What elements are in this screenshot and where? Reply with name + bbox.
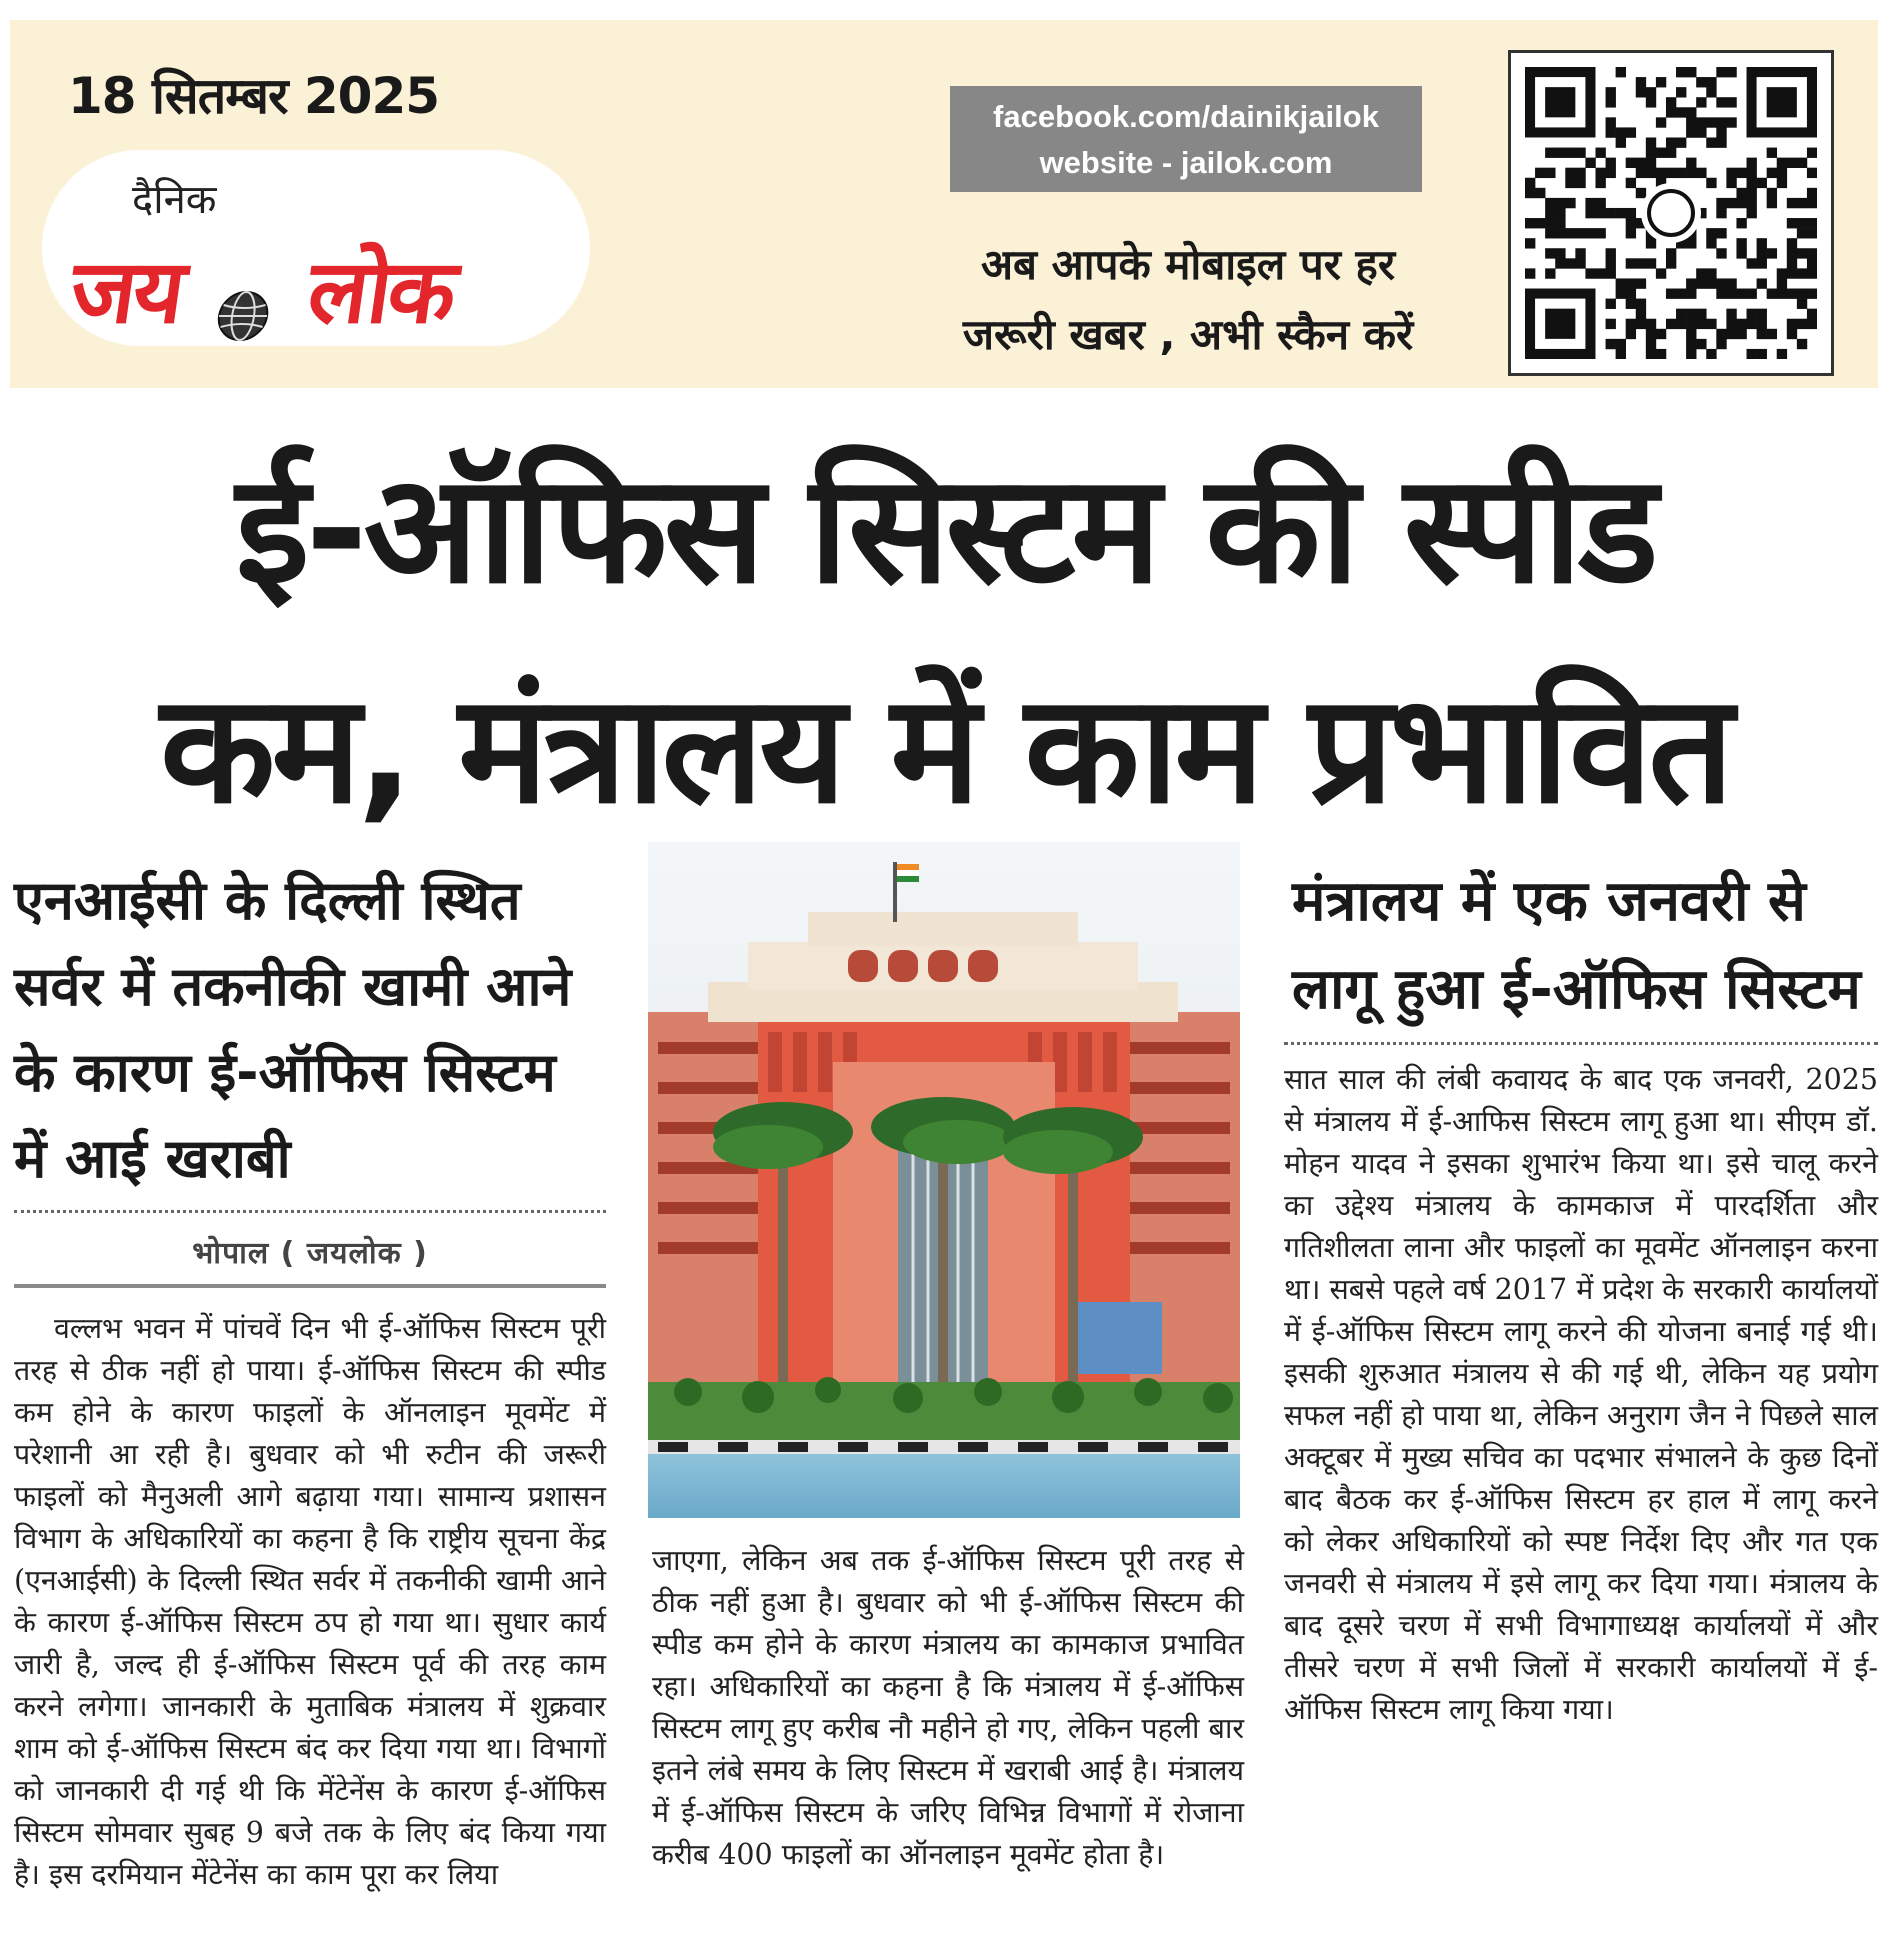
qr-pattern xyxy=(1525,67,1817,359)
globe-icon xyxy=(216,261,278,315)
right-story xyxy=(1284,858,1878,1731)
right-story-body: सात साल की लंबी कवायद के बाद एक जनवरी, 2025 से मंत्रालय में ई-आफिस सिस्टम लागू हुआ था। सीएम डॉ. मोहन यादव ने इसका शुभारंभ किया था। इसे चालू करने का उद्देश्य मंत्रालय के कामकाज में पारदर्शिता और गतिशीलता लाना और फाइलों का मूवमेंट ऑनलाइन करना था। सबसे पहले वर्ष 2017 में प्रदेश के सरकारी कार्यालयों में ई-ऑफिस सिस्टम लागू करने की योजना बनाई गई थी। इसकी शुरुआत मंत्रालय से की गई थी, लेकिन यह प्रयोग सफल नहीं हो पाया था, लेकिन अनुराग जैन ने पिछले साल अक्टूबर में मुख्य सचिव का पदभार संभालने के कुछ दिनों बाद बैठक कर ई-ऑफिस सिस्टम हर हाल में लागू करने को लेकर अधिकारियों को स्पष्ट निर्देश दिए और गत एक जनवरी से मंत्रालय में इसे लागू कर दिया गया। मंत्रालय के बाद दूसरे चरण में सभी विभागाध्यक्ष कार्यालयों में और तीसरे चरण में सभी जिलों में सरकारी कार्यालयों में ई-ऑफिस सिस्टम लागू किया गया। xyxy=(1284,1063,1878,1726)
logo-word-jai: जय xyxy=(64,240,190,343)
issue-date: 18 सितम्बर 2025 xyxy=(68,67,440,125)
scan-line-1: अब आपके मोबाइल पर हर xyxy=(980,240,1396,289)
logo-word-lok: लोक xyxy=(301,240,461,343)
dateline: भोपाल ( जयलोक ) xyxy=(192,1236,428,1271)
dotted-divider-right xyxy=(1284,1042,1878,1045)
scan-prompt xyxy=(928,230,1448,370)
headline-line-1: ई-ऑफिस सिस्टम की स्पीड xyxy=(235,443,1655,617)
masthead xyxy=(10,20,1878,388)
logo-main-text xyxy=(64,228,463,348)
left-story xyxy=(14,858,606,1896)
solid-divider xyxy=(14,1284,606,1288)
website-link[interactable]: website - jailok.com xyxy=(1039,145,1333,180)
headline-line-2: कम, मंत्रालय में काम प्रभावित xyxy=(160,663,1730,837)
social-links-box xyxy=(950,86,1422,192)
main-headline xyxy=(0,420,1890,860)
scan-line-2: जरूरी खबर , अभी स्कैन करें xyxy=(962,310,1414,359)
middle-story-body: जाएगा, लेकिन अब तक ई-ऑफिस सिस्टम पूरी तरह से ठीक नहीं हुआ है। बुधवार को भी ई-ऑफिस सिस्टम की स्पीड कम होने के कारण मंत्रालय का कामकाज प्रभावित रहा। अधिकारियों का कहना है कि मंत्रालय में ई-ऑफिस सिस्टम लागू हुए करीब नौ महीने हो गए, लेकिन पहली बार इतने लंबे समय के लिए सिस्टम में खराबी आई है। मंत्रालय में ई-ऑफिस सिस्टम के जरिए विभिन्न विभागों में रोजाना करीब 400 फाइलों का ऑनलाइन मूवमेंट होता है। xyxy=(652,1544,1244,1871)
middle-story xyxy=(652,1540,1244,1876)
mantralaya-building-photo xyxy=(648,842,1240,1518)
left-story-body: वल्लभ भवन में पांचवें दिन भी ई-ऑफिस सिस्टम पूरी तरह से ठीक नहीं हो पाया। ई-ऑफिस सिस्टम की स्पीड कम होने के कारण फाइलों के ऑनलाइन मूवमेंट में परेशानी आ रही है। बुधवार को भी रुटीन की जरूरी फाइलों को मैनुअली आगे बढ़ाया गया। सामान्य प्रशासन विभाग के अधिकारियों का कहना है कि राष्ट्रीय सूचना केंद्र (एनआईसी) के दिल्ली स्थित सर्वर में तकनीकी खामी आने के कारण ई-ऑफिस सिस्टम ठप हो गया था। सुधार कार्य जारी है, जल्द ही ई-ऑफिस सिस्टम पूर्व की तरह काम करने लगेगा। जानकारी के मुताबिक मंत्रालय में शुक्रवार शाम को ई-ऑफिस सिस्टम बंद कर दिया गया था। विभागों को जानकारी दी गई थी कि मेंटेनेंस के कारण ई-ऑफिस सिस्टम सोमवार सुबह 9 बजे तक के लिए बंद किया गया है। इस दरमियान मेंटेनेंस का काम पूरा कर लिया xyxy=(14,1312,606,1891)
whatsapp-qr-code[interactable] xyxy=(1508,50,1834,376)
newspaper-logo[interactable] xyxy=(42,150,590,346)
right-subheadline: मंत्रालय में एक जनवरी से लागू हुआ ई-ऑफिस सिस्टम xyxy=(1292,869,1861,1022)
facebook-link[interactable]: facebook.com/dainikjailok xyxy=(993,99,1379,134)
left-subheadline: एनआईसी के दिल्ली स्थित सर्वर में तकनीकी खामी आने के कारण ई-ऑफिस सिस्टम में आई खराबी xyxy=(14,869,572,1190)
logo-small-text: दैनिक xyxy=(132,177,217,223)
